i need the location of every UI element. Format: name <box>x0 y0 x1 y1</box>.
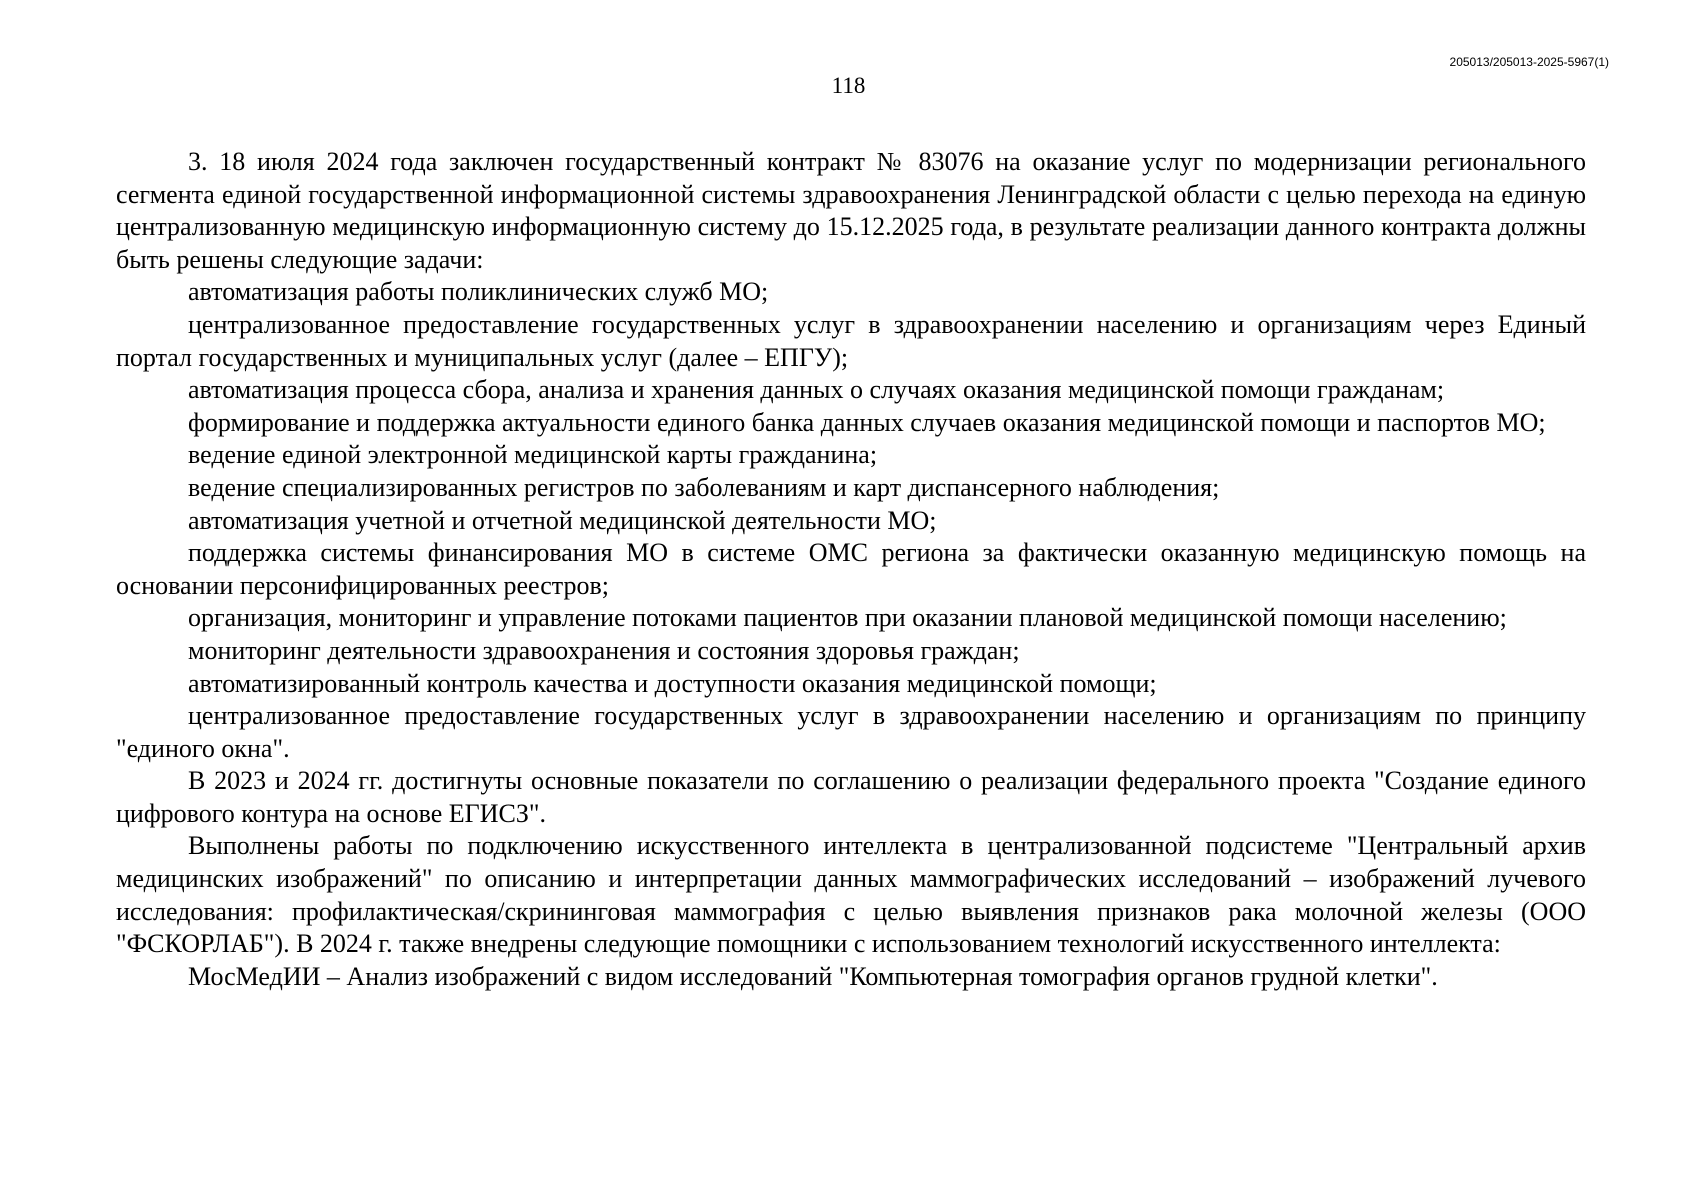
paragraph-federal-project: В 2023 и 2024 гг. достигнуты основные показатели по соглашению о реализации федерального проекта "Создание единого цифрового контура на основе ЕГИСЗ". <box>116 766 1586 828</box>
paragraph-mosmedii: МосМедИИ – Анализ изображений с видом исследований "Компьютерная томография органов грудной клетки". <box>188 961 1438 991</box>
list-item-task: мониторинг деятельности здравоохранения и состояния здоровья граждан; <box>188 635 1020 665</box>
list-item-task: автоматизация процесса сбора, анализа и хранения данных о случаях оказания медицинской помощи гражданам; <box>188 375 1445 405</box>
list-item-task: ведение единой электронной медицинской карты гражданина; <box>188 440 878 470</box>
list-item-task: формирование и поддержка актуальности единого банка данных случаев оказания медицинской помощи и паспортов МО; <box>188 407 1546 437</box>
paragraph-ai-works: Выполнены работы по подключению искусственного интеллекта в централизованной подсистеме "Центральный архив медицинских изображений" по описанию и интерпретации данных маммографических исследований – изображений лучевого исследования: профилактическая/скрининговая маммография с целью выявления признаков рака молочной железы (ООО "ФСКОРЛАБ"). В 2024 г. также внедрены следующие помощники с использованием технологий искусственного интеллекта: <box>116 831 1586 959</box>
document-body <box>116 146 1586 993</box>
list-item-task: автоматизация работы поликлинических служб МО; <box>188 277 769 307</box>
paragraph-contract-intro: 3. 18 июля 2024 года заключен государственный контракт № 83076 на оказание услуг по модернизации регионального сегмента единой государственной информационной системы здравоохранения Ленинградской области с целью перехода на единую централизованную медицинскую информационную систему до 15.12.2025 года, в результате реализации данного контракта должны быть решены следующие задачи: <box>116 147 1586 274</box>
list-item-task: автоматизация учетной и отчетной медицинской деятельности МО; <box>188 505 937 535</box>
list-item-task: ведение специализированных регистров по заболеваниям и карт диспансерного наблюдения; <box>188 472 1220 502</box>
list-item-task: централизованное предоставление государственных услуг в здравоохранении населению и организациям через Единый портал государственных и муниципальных услуг (далее – ЕПГУ); <box>116 309 1586 372</box>
list-item-task: организация, мониторинг и управление потоками пациентов при оказании плановой медицинской помощи населению; <box>188 603 1507 633</box>
document-id: 205013/205013-2025-5967(1) <box>1449 55 1609 69</box>
page-number: 118 <box>831 73 866 98</box>
list-item-task: централизованное предоставление государственных услуг в здравоохранении населению и организациям по принципу "единого окна". <box>116 701 1586 763</box>
list-item-task: автоматизированный контроль качества и доступности оказания медицинской помощи; <box>188 668 1157 698</box>
list-item-task: поддержка системы финансирования МО в системе ОМС региона за фактически оказанную медицинскую помощь на основании персонифицированных реестров; <box>116 538 1586 600</box>
